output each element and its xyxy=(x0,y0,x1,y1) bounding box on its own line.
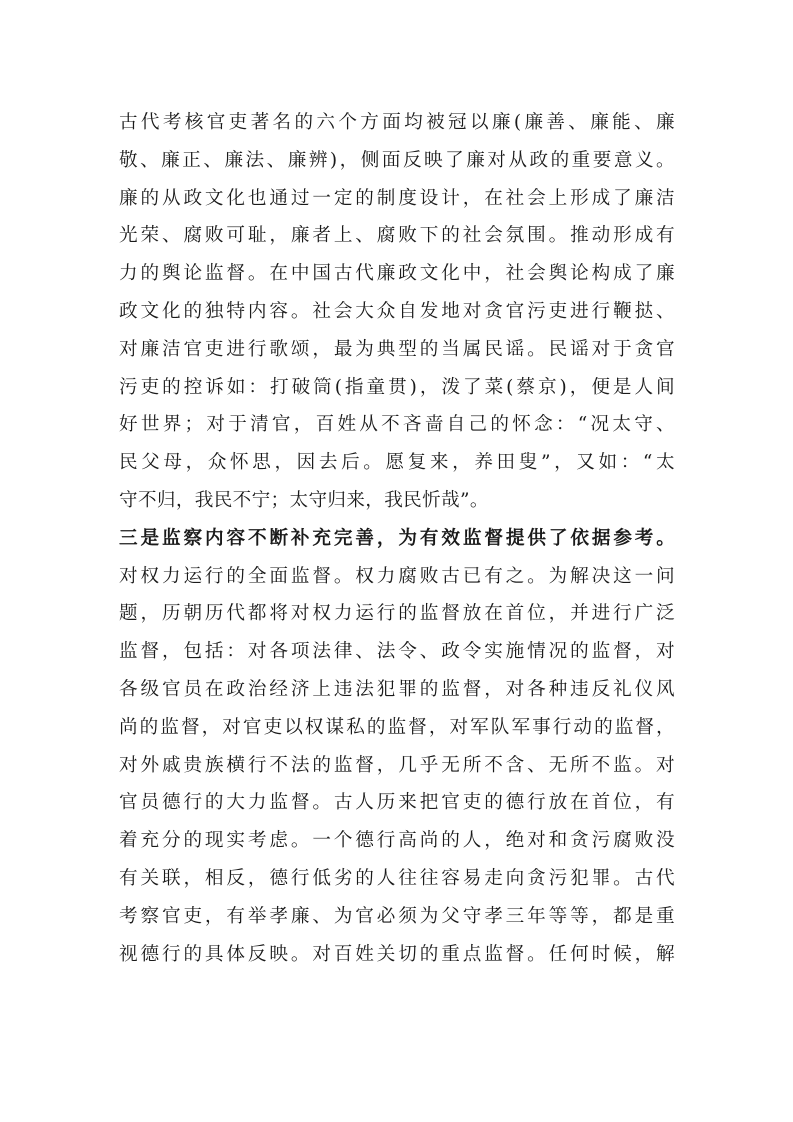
text-line-15: 监督，包括：对各项法律、法令、政令实施情况的监督，对 xyxy=(119,641,675,663)
text-line-6: 政文化的独特内容。社会大众自发地对贪官污吏进行鞭挞、 xyxy=(119,300,675,322)
text-line-17: 尚的监督，对官吏以权谋私的监督，对军队军事行动的监督， xyxy=(119,716,675,738)
text-line-4: 光荣、腐败可耻，廉者上、腐败下的社会氛围。推动形成有 xyxy=(119,225,675,247)
text-line-20: 着充分的现实考虑。一个德行高尚的人，绝对和贪污腐败没 xyxy=(119,830,675,852)
text-line-18: 对外戚贵族横行不法的监督，几乎无所不含、无所不监。对 xyxy=(119,754,675,776)
text-line-11: 守不归，我民不宁；太守归来，我民忻哉”。 xyxy=(119,489,489,511)
text-line-10: 民父母，众怀思，因去后。愿复来，养田叟”，又如：“太 xyxy=(119,452,675,474)
text-line-22: 考察官吏，有举孝廉、为官必须为父守孝三年等等，都是重 xyxy=(119,905,675,927)
text-line-23: 视德行的具体反映。对百姓关切的重点监督。任何时候，解 xyxy=(119,943,675,965)
text-line-14: 题，历朝历代都将对权力运行的监督放在首位，并进行广泛 xyxy=(119,603,675,625)
text-line-9: 好世界；对于清官，百姓从不吝啬自己的怀念：“况太守、 xyxy=(119,414,675,436)
text-line-13: 对权力运行的全面监督。权力腐败古已有之。为解决这一问 xyxy=(119,565,675,587)
text-line-16: 各级官员在政治经济上违法犯罪的监督，对各种违反礼仪风 xyxy=(119,678,675,700)
text-line-7: 对廉洁官吏进行歌颂，最为典型的当属民谣。民谣对于贪官 xyxy=(119,338,675,360)
text-line-1: 古代考核官吏著名的六个方面均被冠以廉(廉善、廉能、廉 xyxy=(119,112,675,133)
text-line-2: 敬、廉正、廉法、廉辨)，侧面反映了廉对从政的重要意义。 xyxy=(119,149,675,171)
text-line-8: 污吏的控诉如：打破筒(指童贯)，泼了菜(蔡京)，便是人间 xyxy=(119,376,675,398)
text-line-21: 有关联，相反，德行低劣的人往往容易走向贪污犯罪。古代 xyxy=(119,867,675,889)
body-text xyxy=(119,104,675,973)
text-line-5: 力的舆论监督。在中国古代廉政文化中，社会舆论构成了廉 xyxy=(119,263,675,285)
text-line-19: 官员德行的大力监督。古人历来把官吏的德行放在首位，有 xyxy=(119,792,675,814)
text-line-3: 廉的从政文化也通过一定的制度设计，在社会上形成了廉洁 xyxy=(119,187,675,209)
section-heading: 三是监察内容不断补充完善，为有效监督提供了依据参考。 xyxy=(119,527,675,549)
